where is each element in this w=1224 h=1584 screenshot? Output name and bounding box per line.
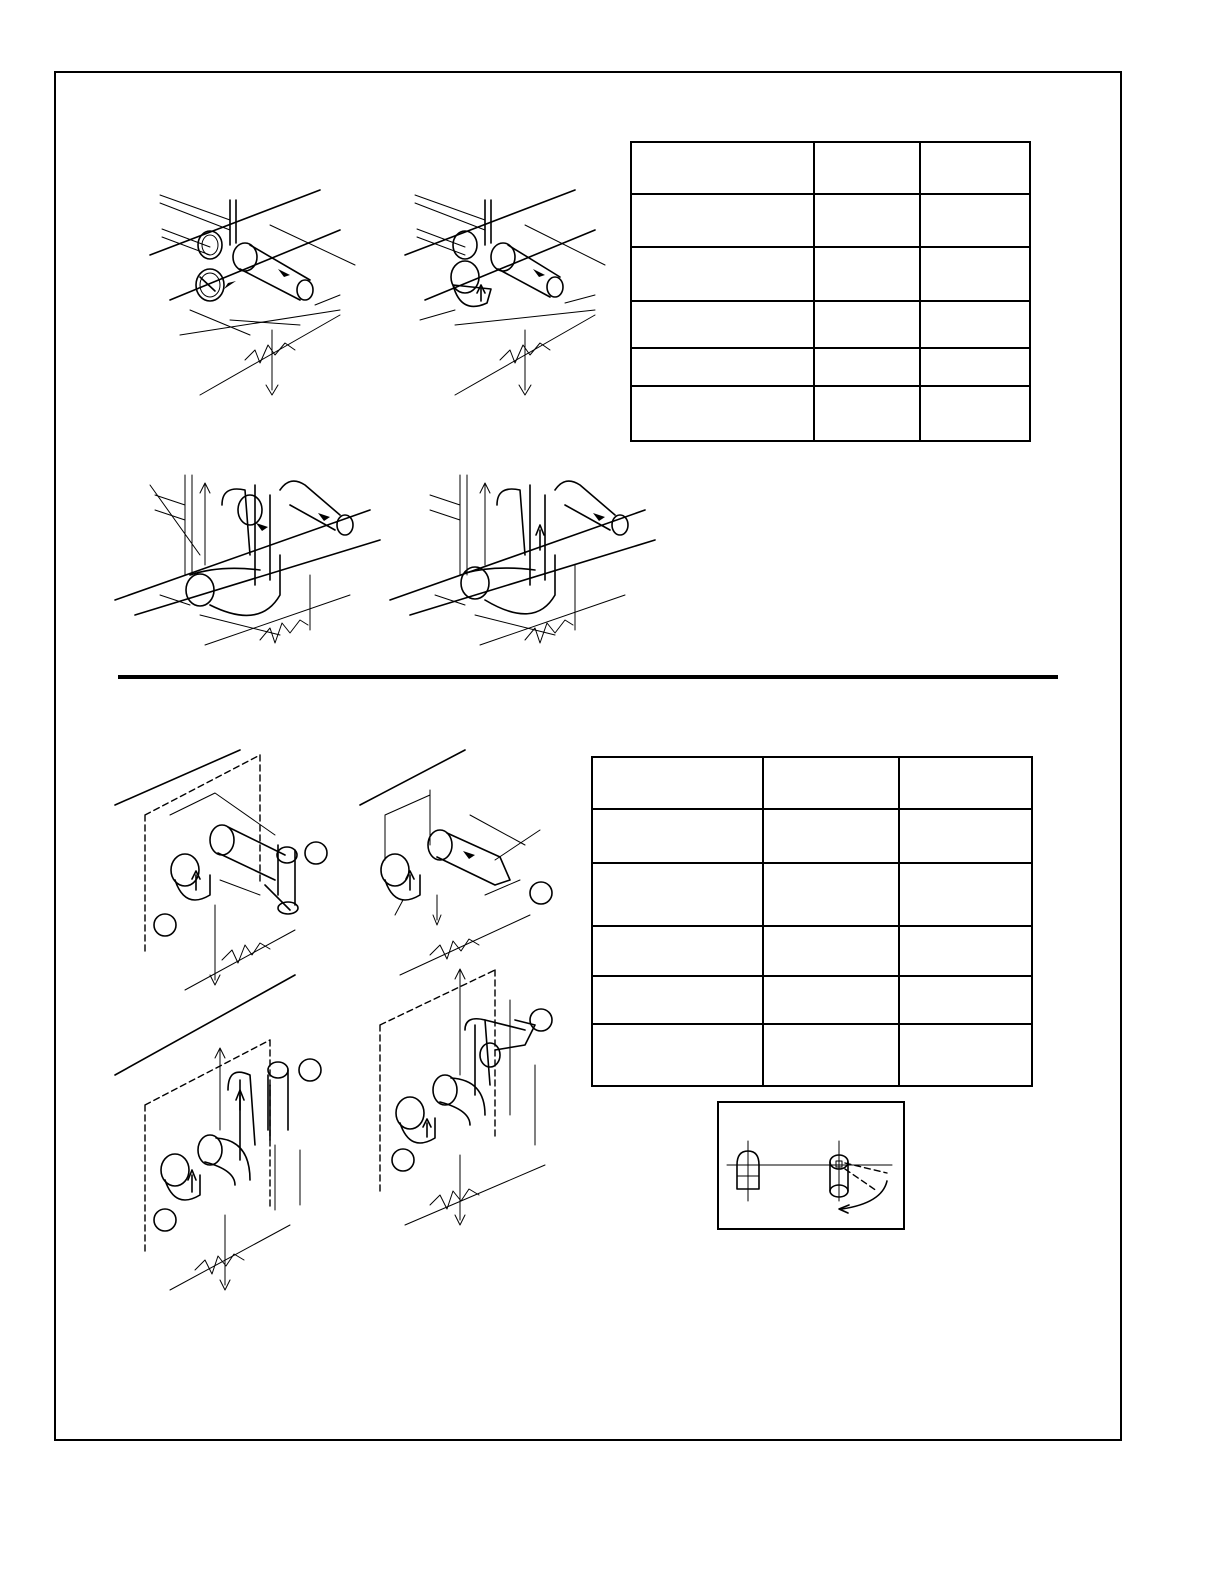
diagram-loop-outlet <box>110 465 390 660</box>
table-cell <box>899 809 1032 863</box>
table-row <box>592 809 1032 863</box>
table-cell <box>899 863 1032 926</box>
table-cell <box>763 926 899 976</box>
table-cell <box>592 809 763 863</box>
table-row <box>631 142 1030 194</box>
table-cell <box>920 348 1030 386</box>
table-cell <box>814 194 920 247</box>
table-cell <box>763 976 899 1024</box>
table-cell <box>920 142 1030 194</box>
diagram-loop-tee-wall-outlet <box>110 970 350 1290</box>
table-row <box>592 976 1032 1024</box>
table-row <box>631 386 1030 441</box>
table-cell <box>920 194 1030 247</box>
table-row <box>592 926 1032 976</box>
diagram-angled-wall-outlet <box>355 745 575 980</box>
diagram-straight-outlet <box>140 185 370 405</box>
table-cell <box>631 386 814 441</box>
dimension-table-top <box>630 141 1031 442</box>
table-cell <box>920 301 1030 348</box>
table-cell <box>899 926 1032 976</box>
table-cell <box>592 1024 763 1086</box>
table-cell <box>814 247 920 301</box>
table-cell <box>631 348 814 386</box>
table-cell <box>763 1024 899 1086</box>
table-row <box>631 194 1030 247</box>
table-cell <box>899 976 1032 1024</box>
diagram-loop-angled-wall-outlet <box>375 965 595 1230</box>
diagram-loop-elbow-outlet <box>385 465 665 660</box>
diagram-tee-wall-outlet <box>110 745 350 990</box>
table-cell <box>920 386 1030 441</box>
rotation-detail-diagram <box>717 1101 905 1230</box>
table-cell <box>899 757 1032 809</box>
table-row <box>631 247 1030 301</box>
table-row <box>592 757 1032 809</box>
section-divider <box>118 675 1058 679</box>
table-cell <box>592 976 763 1024</box>
table-cell <box>763 863 899 926</box>
table-row <box>592 863 1032 926</box>
table-cell <box>763 757 899 809</box>
table-cell <box>763 809 899 863</box>
table-cell <box>814 301 920 348</box>
table-cell <box>592 757 763 809</box>
table-cell <box>631 194 814 247</box>
table-cell <box>814 348 920 386</box>
table-cell <box>631 142 814 194</box>
dimension-table-bottom <box>591 756 1033 1087</box>
table-row <box>592 1024 1032 1086</box>
diagram-elbow-outlet <box>395 185 625 405</box>
table-row <box>631 348 1030 386</box>
table-row <box>631 301 1030 348</box>
table-cell <box>920 247 1030 301</box>
table-cell <box>631 247 814 301</box>
table-cell <box>814 386 920 441</box>
table-cell <box>592 926 763 976</box>
table-cell <box>899 1024 1032 1086</box>
table-cell <box>814 142 920 194</box>
table-cell <box>592 863 763 926</box>
table-cell <box>631 301 814 348</box>
